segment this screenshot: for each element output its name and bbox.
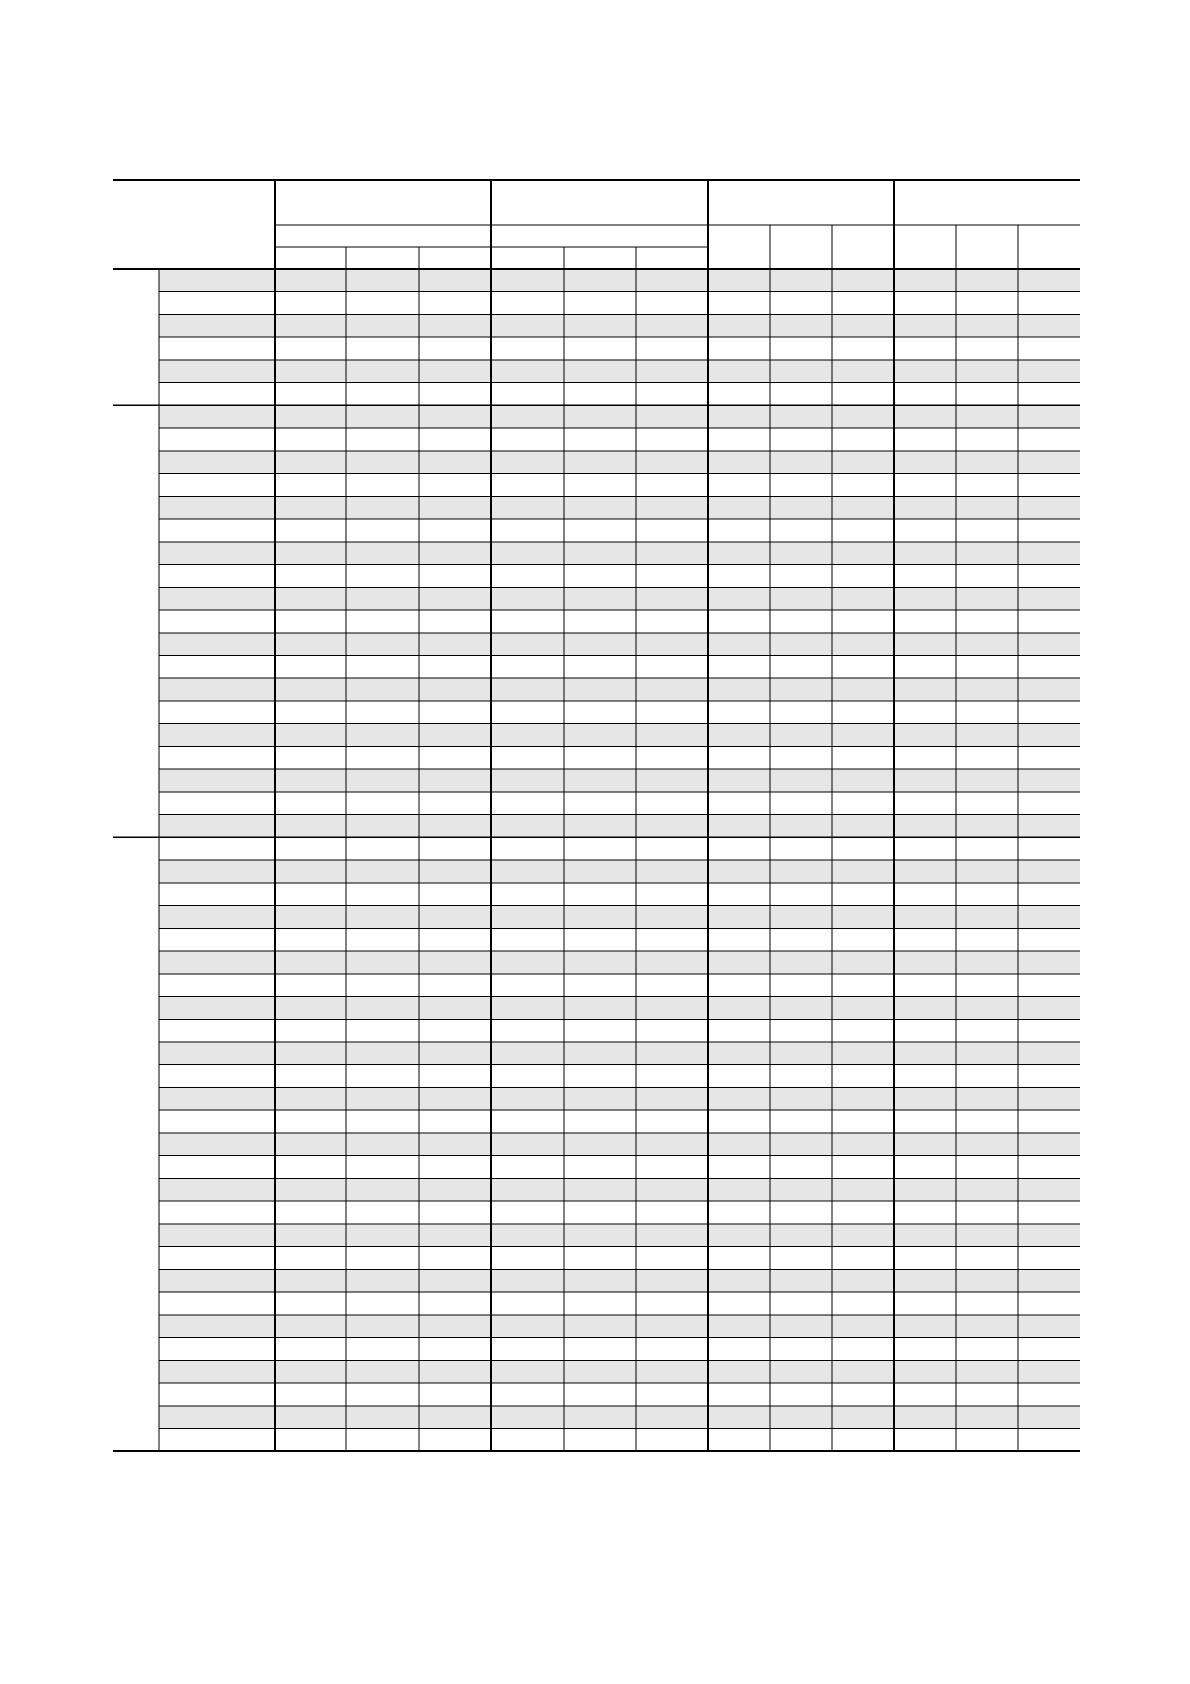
shaded-row	[159, 314, 1080, 337]
shaded-row	[159, 860, 1080, 883]
shaded-row	[159, 269, 1080, 292]
shaded-row	[159, 542, 1080, 565]
shaded-row	[159, 815, 1080, 838]
shaded-row	[159, 360, 1080, 383]
shaded-row	[159, 1133, 1080, 1156]
shaded-row	[159, 997, 1080, 1020]
shaded-row	[159, 451, 1080, 474]
shaded-row	[159, 951, 1080, 974]
shaded-row	[159, 678, 1080, 701]
shaded-row	[159, 1224, 1080, 1247]
shaded-row	[159, 587, 1080, 610]
shaded-row	[159, 1315, 1080, 1338]
shaded-row	[159, 1406, 1080, 1429]
shaded-row	[159, 906, 1080, 929]
shaded-row	[159, 1360, 1080, 1383]
shaded-row	[159, 1269, 1080, 1292]
shaded-row	[159, 633, 1080, 656]
shaded-row	[159, 769, 1080, 792]
shaded-row	[159, 405, 1080, 428]
shaded-row	[159, 1042, 1080, 1065]
shaded-row	[159, 1087, 1080, 1110]
shaded-row	[159, 724, 1080, 747]
shaded-row	[159, 496, 1080, 519]
shaded-row	[159, 1178, 1080, 1201]
